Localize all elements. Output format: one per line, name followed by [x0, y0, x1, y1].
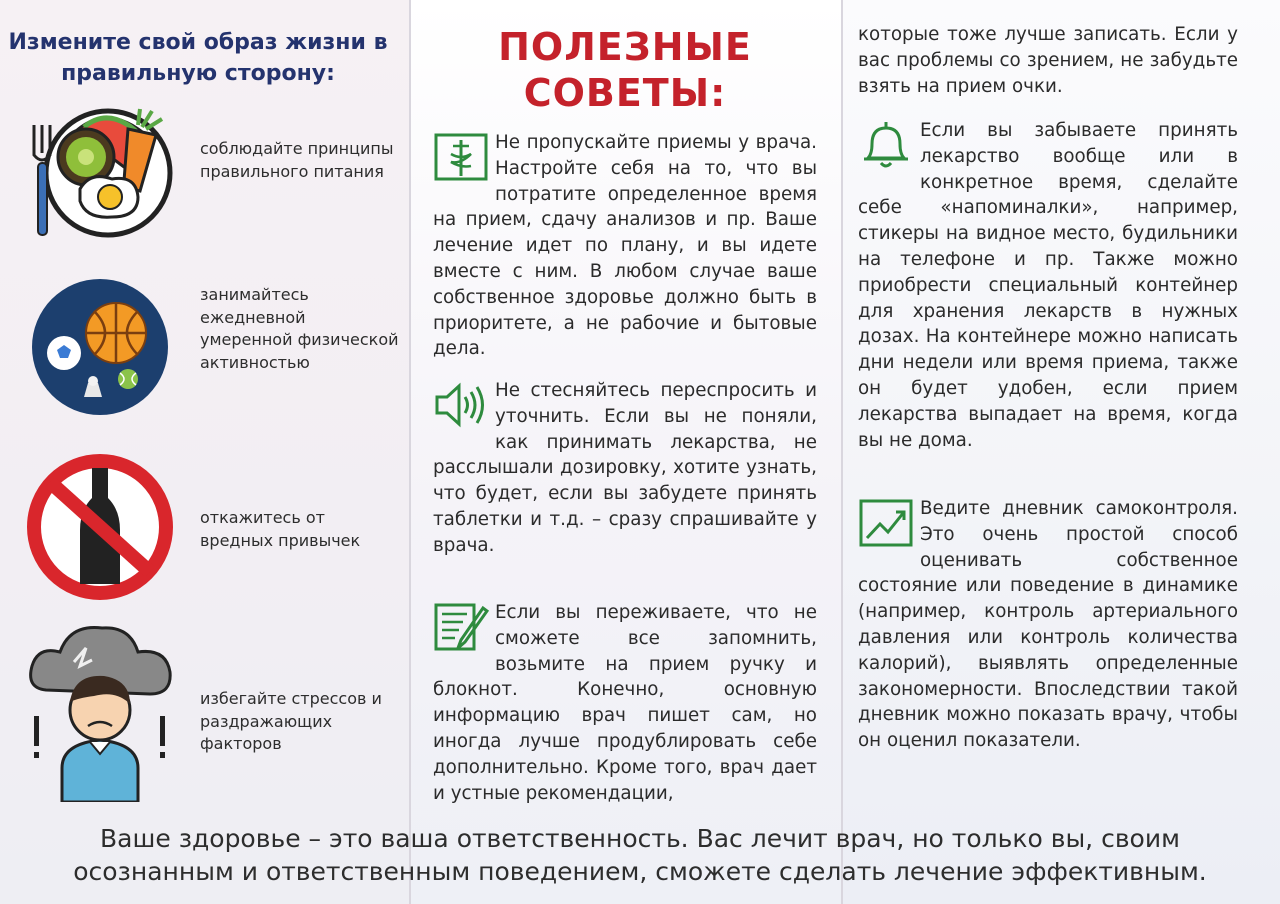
- footer-line: осознанным и ответственным поведением, сможете сделать лечение эффективным.: [73, 857, 1207, 886]
- stressed-person-icon: [26, 618, 176, 806]
- bell-icon: [858, 120, 914, 170]
- footer-line: Ваше здоровье – это ваша ответственность. Вас лечит врач, но только вы, своим: [100, 824, 1180, 853]
- tip-paragraph: Если вы переживаете, что не сможете все запомнить, возьмите на прием ручку и блокнот. Конечно, основную информацию врач пишет сам, но иногда лучше продублировать себе дополнительно. Кроме того, врач дает и устные рекомендации,: [433, 602, 817, 804]
- tips-title: ПОЛЕЗНЫЕ СОВЕТЫ:: [498, 25, 752, 115]
- medical-caduceus-icon: [433, 132, 489, 182]
- speaker-icon: [433, 380, 489, 430]
- lifestyle-item-label: избегайте стрессов и раздражающих факторов: [200, 689, 382, 753]
- sports-balls-icon: [30, 277, 170, 421]
- healthy-food-plate-icon: [28, 105, 174, 249]
- footer-message: [0, 822, 1280, 888]
- tip-paragraph: Ведите дневник самоконтроля. Это очень простой способ оценивать собственное состояние или поведение в динамике (например, контроль артериального давления или контроль количества калорий), выявлять определенные закономерности. Впоследствии такой дневник можно показать врачу, чтобы он оценил показатели.: [858, 498, 1238, 752]
- tip-continuation: которые тоже лучше записать. Если у вас проблемы со зрением, не забудьте взять на прием очки.: [858, 24, 1238, 97]
- tip-paragraph: Не стесняйтесь переспросить и уточнить. Если вы не поняли, как принимать лекарства, не расслышали дозировку, хотите узнать, что будет, если вы забудете принять таблетки и т.д. – сразу спрашивайте у врача.: [433, 380, 817, 556]
- fold-line: [409, 0, 411, 904]
- tip-paragraph: Если вы забываете принять лекарство вообще или в конкретное время, сделайте себе «напоминалки», например, стикеры на видное место, будильники на телефоне и пр. Также можно приобрести специальный контейнер для хранения лекарств в нужных дозах. На контейнере можно написать дни недели или время приема, также он будет удобен, если прием лекарства выпадает на время, когда вы не дома.: [858, 120, 1238, 451]
- lifestyle-item-label: откажитесь от вредных привычек: [200, 508, 361, 550]
- growth-chart-icon: [858, 498, 914, 548]
- no-alcohol-icon: [24, 452, 176, 606]
- lifestyle-item-label: занимайтесь ежедневной умеренной физической активностью: [200, 285, 399, 372]
- lifestyle-item-label: соблюдайте принципы правильного питания: [200, 139, 394, 181]
- fold-line: [841, 0, 843, 904]
- lifestyle-title: Измените свой образ жизни в правильную сторону:: [8, 30, 388, 86]
- notepad-pen-icon: [433, 602, 489, 652]
- tip-paragraph: Не пропускайте приемы у врача. Настройте себя на то, что вы потратите определенное время на прием, сдачу анализов и пр. Ваше лечение идет по плану, и вы идете вместе с ним. В любом случае ваше собственное здоровье должно быть в приоритете, а не рабочие и бытовые дела.: [433, 132, 817, 360]
